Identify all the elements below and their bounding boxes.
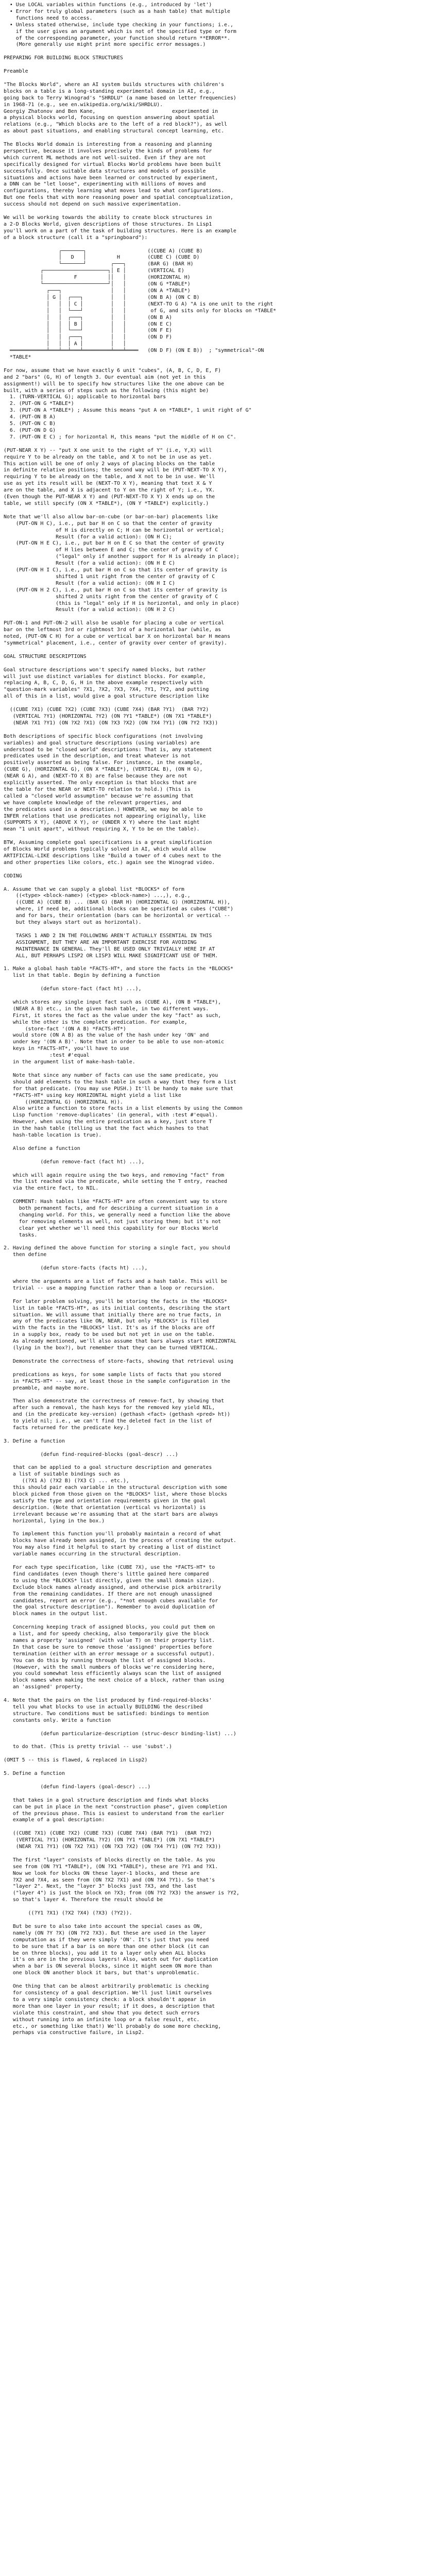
document-text: • Use LOCAL variables within functions (e.g., introduced by 'let') • Error for truly global parameters (such as a hash table) that multiple functions need to access. • Unless stated otherwise, include type checking in your functions; i.e., if the user gives an argument which is not of the specified type or form of the corresponding parameter, your function should return **ERROR**. (More generally use might print more specific error messages.) PREPARING FOR BUILDING BLOCK STRUCTURES Preamble "The Blocks World", where an AI system builds structures with children's blocks on a table is a long-standing experimental domain in AI, e.g., going back to Terry Winograd's "SHRDLU" (a name based on letter frequencies) in 1968-71 (e.g., see en.wikipedia.org/wiki/SHRDLU). Georgiy Zhatonov and Ben Kane, experimented in a physical blocks world, focusing on question answering about spatial relations (e.g., "Which blocks are to the left of a red block?"), as well as about past situations, and enabling structural concept learning, etc. The Blocks World domain is interesting from a reasoning and planning perspective, because it involves precisely the kinds of problems for which current ML methods are not well-suited. Even if they are not specifically designed for virtual Blocks World problems have been built successfully. Once suitable data structures and models of possible situations and actions have been learned or constructed by experiment, a DNN can be "let loose", experimenting with millions of moves and configurations, thereby learning what moves lead to what configurations. But one feels that with more reasoning power and spatial conceptualization, success should not depend on such massive experimentation. We will be working towards the ability to create block structures in a 2-D Blocks World, given descriptions of those structures. In Lisp1 you'll work on a part of the task of building structures. Here is an example of a block structure (call it a "springboard"): ┌───────┐ ((CUBE A) (CUBE B) │ D │ H (CUBE C) (CUBE D) └───────┘ ┌───┐ (BAR G) (BAR H) ┌─────────────────────┐│ E │ (VERTICAL E) │ F ││ │ (HORIZONTAL H) └─────────────────────┘│ │ (ON G *TABLE*) ┌───┐ │ │ (ON A *TABLE*) │ G │ ┌───┐ │ │ (ON B A) (ON C B) │ │ │ C │ │ │ (NEXT-TO G A) "A is one unit to the right │ │ └───┘ │ │ of G, and sits only for blocks on *TABLE* │ │ ┌───┐ │ │ (ON B A) │ │ │ B │ │ │ (ON E C) │ │ └───┘ │ │ (ON F E) │ │ ┌───┐ │ │ (ON D F) │ │ │ A │ │ │ ════════════╧═══╧══╧═══╧═════════╧═══╧════ (ON D F) (ON E B)) ; "symmetrical"-ON *TABLE* For now, assume that we have exactly 6 unit "cubes", (A, B, C, D, E, F) and 2 "bars" (G, H) of length 3. Our eventual aim (not yet in this assignment!) will be to specify how structures like the one above can be built, with a series of steps such as the following (this might be) 1. (TURN-VERTICAL G); applicable to horizontal bars 2. (PUT-ON G *TABLE*) 3. (PUT-ON A *TABLE*) ; Assume this means "put A on *TABLE*, 1 unit right of G" 4. (PUT-ON B A) 5. (PUT-ON C B) 6. (PUT-ON D G) 7. (PUT-ON E C) ; for horizontal H, this means "put the middle of H on C". (PUT-NEAR X Y) -- "put X one unit to the right of Y" (i.e, Y,X) will require Y to be already on the table, and X to not be in use as yet. This action will be one of only 2 ways of placing blocks on the table in definite relative positions; the second way will be (PUT-NEXT-TO X Y), requiring Y to be already on the table, and X not to be in use. We'll use as yet its result will be (NEXT-TO X Y), meaning that text X & Y are on the table, and X is adjacent to Y on the right of Y; i.e., YX. (Even though the PUT-NEAR X Y) and (PUT-NEXT-TO X Y) X ends up on the table, we still specify (ON X *TABLE*), (ON Y *TABLE*) explicitly.) Note that we'll also allow bar-on-cube (or bar-on-bar) placements like (PUT-ON H C), i.e., put bar H on C so that the center of gravity of H is directly on C; H can be horizontal or vertical; Result (for a valid action): (ON H C); (PUT-ON H E C), i.e., put bar H on E C so that the center of gravity of H lies between E and C; the center of gravity of C ("legal" only if another support for H is already in place); Result (for a valid action): (ON H E C) (PUT-ON H I C), i.e., put bar H on C so that its center of gravity is shifted 1 unit right from the center of gravity of C Result (for a valid action): (ON H I C) (PUT-ON H 2 C), i.e., put bar H on C so that its center of gravity is shifted 2 units right from the center of gravity of C (this is "legal" only if H is horizontal, and only in place) Result (for a valid action): (ON H 2 C) PUT-ON-1 and PUT-ON-2 will also be usable for placing a cube or vertical bar on the leftmost 3rd or rightmost 3rd of a horizontal bar (while, as noted, (PUT-ON C H) for a cube or vertical bar X on horizontal bar H means "symmetrical" placement, i.e., center of gravity over center of gravity). GOAL STRUCTURE DESCRIPTIONS Goal structure descriptions won't specify named blocks, but rather will just use distinct variables for distinct blocks. For example, replacing A, B, C, D, G, H in the above example respectively with "question-mark variables" ?X1, ?X2, ?X3, ?X4, ?Y1, ?Y2, and putting all of this in a list, would give a goal structure description like ((CUBE ?X1) (CUBE ?X2) (CUBE ?X3) (CUBE ?X4) (BAR ?Y1) (BAR ?Y2) (VERTICAL ?Y1) (HORIZONTAL ?Y2) (ON ?Y1 *TABLE*) (ON ?X1 *TABLE*) (NEAR ?X1 ?Y1) (ON ?X2 ?X1) (ON ?X3 ?X2) (ON ?X4 ?Y1) (ON ?Y2 ?X3)) Both descriptions of specific block configurations (not involving variables) and goal structure descriptions (using variables) are understood to be "closed world" descriptions: That is, any statement predicates used in the description, and treat whatever is not positively asserted as being false. For instance, in the example, (CUBE G), (HORIZONTAL G), (ON X *TABLE*), (VERTICAL B), (ON H G), (NEAR G A), and (NEXT-TO X B) are false because they are not explicitly asserted. The only exception is that blocks that are the table for the NEAR or NEXT-TO relation to hold.) (This is called a "closed world assumption" because we're assuming that we have complete knowledge of the relevant properties, and the predicates used in a description.) HOWEVER, we may be able to INFER relations that use predicates not appearing originally, like (SUPPORTS X Y), (ABOVE X Y), or (UNDER X Y) where the last might mean "1 unit apart", without requiring X, Y to be on the table). BTW, Assuming complete goal specifications is a great simplification of Blocks World problems typically solved in AI, which would allow ARTIFICIAL-LIKE descriptions like "Build a tower of 4 cubes next to the and other properties like colors, etc.) again see the Winograd video. CODING A. Assume that we can supply a global list *BLOCKS* of form ((<type> <block-name>) (<type> <block-name>) ...,), e.g., ((CUBE A) (CUBE B) ... (BAR G) (BAR H) (HORIZONTAL G) (HORIZONTAL H)), where, if need be, additional blocks can be specified as cubes ("CUBE") and for bars, their orientation (bars can be horizontal or vertical -- but they always start out as horizontal). TASKS 1 AND 2 IN THE FOLLOWING AREN'T ACTUALLY ESSENTIAL IN THIS ASSIGNMENT, BUT THEY ARE AN IMPORTANT EXERCISE FOR AVOIDING MAINTENANCE IN GENERAL. They'll BE USED ONLY TRIVIALLY HERE IF AT ALL, BUT PERHAPS LISP2 OR LISP3 WILL MAKE SIGNIFICANT USE OF THEM. 1. Make a global hash table *FACTS-HT*, and store the facts in the *BLOCKS* list in that table. Begin by defining a function (defun store-fact (fact ht) ...), which stores any single input fact such as (CUBE A), (ON B *TABLE*), (NEAR A B) etc., in the given hash table, in two different ways. First, it stores the fact as the value under the key "fact" as such, while the other is the complete predication. For example, (store-fact '(ON A B) *FACTS-HT*) would store (ON A B) as the value of the hash under key 'ON' and under key '(ON A B)'. Note that in order to be able to use non-atomic keys in *FACTS-HT*, you'll have to use :test #'equal in the argument list of make-hash-table. Note that since any number of facts can use the same predicate, you should add elements to the hash table in such a way that they form a list for that predicate. (You may use PUSH.) It'll be handy to make sure that *FACTS-HT* using key HORIZONTAL might yield a list like ((HORIZONTAL G) (HORIZONTAL H)). Also write a function to store facts in a list elements by using the Common Lisp function 'remove-duplicates' (in general, with :test #'equal). However, when using the entire predication as a key, just store T in the hash table (telling us that the fact which hashes to that hash-table location is true). Also define a function (defun remove-fact (fact ht) ...), which will again require using the two keys, and removing "fact" from the list reached via the predicate, while setting the T entry, reached via the entire fact, to NIL. COMMENT: Hash tables like *FACTS-HT* are often convenient way to store both permanent facts, and for describing a current situation in a changing world. For this, we generally need a function like the above for removing elements as well, not just storing them; but it's not clear yet whether we'll need this capability for our Blocks World tasks. 2. Having defined the above function for storing a single fact, you should then define (defun store-facts (facts ht) ...), where the arguments are a list of facts and a hash table. This will be trivial -- use a mapping function rather than a loop or recursion. For later problem solving, you'll be storing the facts in the *BLOCKS* list in table *FACTS-HT*, as its initial contents, describing the start situation. We will assume that initially there are no true facts, in any of the predicates like ON, NEAR, but only *BLOCKS* is filled with the facts in the *BLOCKS* list. It's as if the blocks are off in a supply box, ready to be used but not yet in use on the table. As already mentioned, we'll also assume that bars always start HORIZONTAL (lying in the box?), but remember that they can be turned VERTICAL. Demonstrate the correctness of store-facts, showing that retrieval using predications as keys, for some sample lists of facts that you stored in *FACTS-HT* -- say, at least those in the sample configuration in the preamble, and maybe more. Then also demonstrate the correctness of remove-fact, by showing that after such a removal, the hash keys for the removed key yield NIL, and (in the predicate key-version) (gethash <fact> (gethash <pred> ht)) to yield nil; i.e., we can't find the deleted fact in the list of facts returned for the predicate key.] 3. Define a function (defun find-required-blocks (goal-descr) ...) that can be applied to a goal structure description and generates a list of suitable bindings such as ((?X1 A) (?X2 B) (?X3 C) ... etc.), this should pair each variable in the structural description with some block picked from those given on the *BLOCKS* list, where those blocks satisfy the type and orientation requirements given in the goal description. (Note that orientation (vertical vs horizontal) is irrelevant because we're assuming that at the start bars are always horizontal, lying in the box.) To implement this function you'll probably maintain a record of what blocks have already been assigned, in the process of creating the output. You may also find it helpful to start by creating a list of distinct variable names occurring in the structural description. For each type specification, like (CUBE ?X), use the *FACTS-HT* to find candidates (even though there's little gained here compared to using the *BLOCKS* list directly, given the small domain size). Exclude block names already assigned, and otherwise pick arbitrarily from the remaining candidates. If there are not enough unassigned candidates, report an error (e.g., "*not enough cubes available for the goal structure description"). Remember to avoid duplication of block names in the output list. Concerning keeping track of assigned blocks, you could put them on a list, and for speedy checking, also temporarily give the block names a property 'assigned' (with value T) on their property list. In that case be sure to remove those 'assigned' properties before termination (either with an error message or a successful output). You can do this by running through the list of assigned blocks. (However, with the small numbers of blocks we're considering here, you could somewhat less efficiently always scan the list of assigned block names when making the next choice of a block, rather than using an 'assigned' property. 4. Note that the pairs on the list produced by find-required-blocks' tell you what blocks to use in actually BUILDING the described structure. Two conditions must be satisfied: bindings to mention constants only. Write a function (defun particularize-description (struc-descr binding-list) ...) to do that. (This is pretty trivial -- use 'subst'.) (OMIT 5 -- this is flawed, & replaced in Lisp2) 5. Define a function (defun find-layers (goal-descr) ...) that takes in a goal structure description and finds what blocks can be put in place in the next "construction phase", given completion of the previous phase. This is easiest to understand from the earlier example of a goal description: ((CUBE ?X1) (CUBE ?X2) (CUBE ?X3) (CUBE ?X4) (BAR ?Y1) (BAR ?Y2) (VERTICAL ?Y1) (HORIZONTAL ?Y2) (ON ?Y1 *TABLE*) (ON ?X1 *TABLE*) (NEAR ?X1 ?Y1) (ON ?X2 ?X1) (ON ?X3 ?X2) (ON ?X4 ?Y1) (ON ?Y2 ?X3)) The first "layer" consists of blocks directly on the table. As you see from (ON ?Y1 *TABLE*), (ON ?X1 *TABLE*), these are ?Y1 and ?X1. Now we look for blocks ON these layer-1 blocks, and these are ?X2 and ?X4, as seen from (ON ?X2 ?X1) and (ON ?X4 ?Y1). So that's "layer 2". Next, the "layer 3" blocks just ?X3, and the last ("layer 4") is just the block on ?X3; from (ON ?Y2 ?X3) the answer is ?Y2, so that's layer 4. Therefore the result should be ((?Y1 ?X1) (?X2 ?X4) (?X3) (?Y2)). But be sure to also take into account the special cases as ON, namely (ON ?Y ?X) (ON ?Y2 ?X3). But these are used in the layer computation as if they were simply 'ON'. It's just that you need to be sure that if a bar is on more than one other block (it can be on three blocks), you add it to a layer only when ALL blocks it's on are in the previous layers! Also, watch out for duplication when a bar is ON several blocks, since it might seem ON more than one block ON another block it bars, but that's unproblematic. One thing that can be almost arbitrarily problematic is checking for consistency of a goal description. We'll just limit ourselves to a very simple consistency check: a block shouldn't appear in more than one layer in your result; if it does, a description that violate this constraint, and show that you detect such errors without running into an infinite loop or a false result, etc. etc., or something like that!) We'll probably do some more checking, perhaps via constructive failure, in Lisp2. (4, 2, 277, 2036)
